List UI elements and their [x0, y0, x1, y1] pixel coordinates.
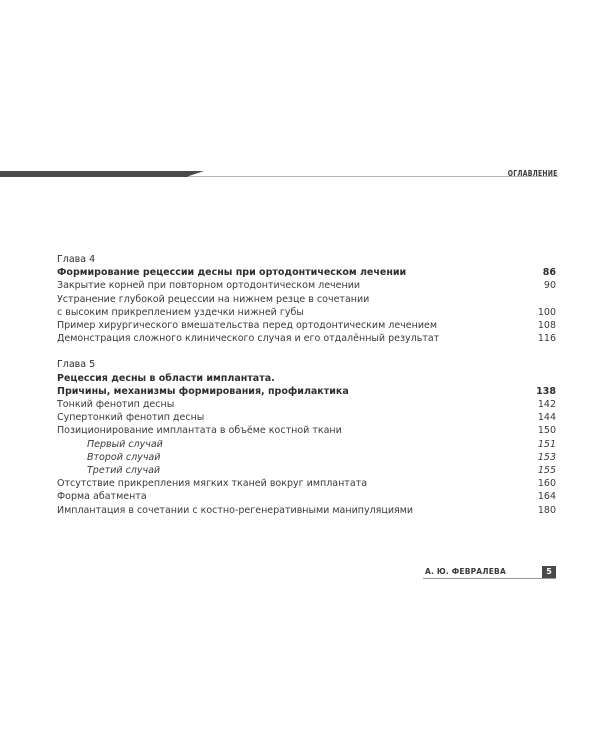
- toc-entry[interactable]: Позиционирование имплантата в объёме костной ткани 150: [57, 425, 556, 437]
- chapter-4-label: Глава 4: [57, 254, 96, 265]
- header-thin-line: [188, 176, 558, 177]
- toc-entry[interactable]: Тонкий фенотип десны 142: [57, 399, 556, 411]
- chapter-5-title-line1[interactable]: Рецессия десны в области имплантата.: [57, 372, 275, 384]
- toc-entry[interactable]: Демонстрация сложного клинического случая и его отдалённый результат 116: [57, 333, 556, 345]
- header-rule: [0, 171, 205, 177]
- toc-subentry[interactable]: Второй случай 153: [87, 451, 556, 463]
- chapter-5-title-line2[interactable]: Причины, механизмы формирования, профилактика 138: [57, 385, 556, 397]
- chapter-5-label: Глава 5: [57, 359, 96, 371]
- toc-entry[interactable]: с высоким прикреплением уздечки нижней губы 100: [57, 306, 556, 318]
- header-rule-bar: [0, 171, 188, 177]
- toc-entry[interactable]: Устранение глубокой рецессии на нижнем резце в сочетании: [57, 293, 370, 305]
- table-of-contents: [57, 253, 556, 517]
- toc-subentry[interactable]: Первый случай 151: [87, 438, 556, 450]
- toc-entry[interactable]: Форма абатмента 164: [57, 491, 556, 503]
- section-label: ОГЛАВЛЕНИЕ: [508, 169, 558, 178]
- footer-author: А. Ю. ФЕВРАЛЕВА: [425, 567, 506, 576]
- page-footer: [423, 565, 556, 579]
- toc-entry[interactable]: Пример хирургического вмешательства перед ортодонтическим лечением 108: [57, 320, 556, 332]
- toc-entry[interactable]: Отсутствие прикрепления мягких тканей вокруг имплантата 160: [57, 478, 556, 490]
- chapter-4-title[interactable]: Формирование рецессии десны при ортодонтическом лечении 86: [57, 267, 556, 279]
- chapter-spacer: [57, 345, 556, 358]
- toc-entry[interactable]: Супертонкий фенотип десны 144: [57, 412, 556, 424]
- toc-subentry[interactable]: Третий случай 155: [87, 465, 556, 477]
- toc-entry[interactable]: Имплантация в сочетании с костно-регенеративными манипуляциями 180: [57, 504, 556, 516]
- chapter-4-page: 86: [542, 267, 556, 279]
- footer-rule: [423, 578, 556, 579]
- page-number-badge: 5: [542, 566, 556, 578]
- toc-entry[interactable]: Закрытие корней при повторном ортодонтическом лечении 90: [57, 280, 556, 292]
- chapter-5-page: 138: [536, 385, 556, 397]
